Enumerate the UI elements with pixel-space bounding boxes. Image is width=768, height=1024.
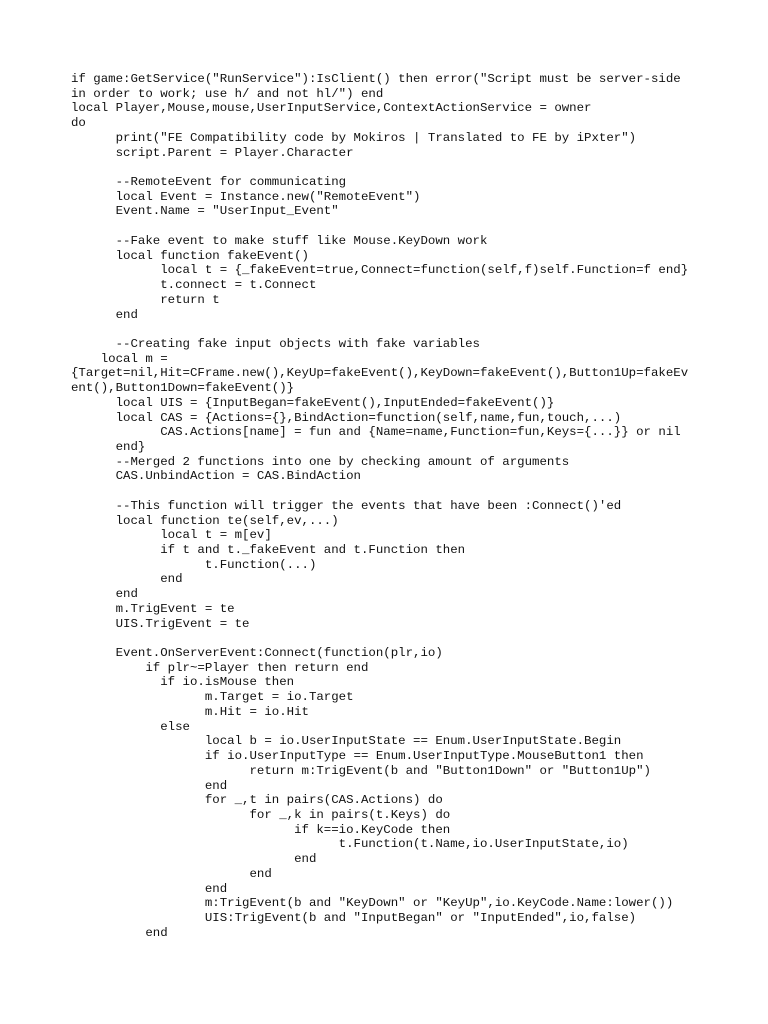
code-line — [71, 160, 711, 175]
code-line — [71, 322, 711, 337]
code-line: local t = {_fakeEvent=true,Connect=function(self,f)self.Function=f end} — [71, 263, 689, 278]
code-line: CAS.Actions[name] = fun and {Name=name,Function=fun,Keys={...}} or nil — [71, 425, 681, 440]
code-line: if game:GetService("RunService"):IsClient() then error("Script must be server-side — [71, 72, 681, 86]
code-line: local Player,Mouse,mouse,UserInputService,ContextActionService = owner — [71, 101, 592, 116]
code-line: --Fake event to make stuff like Mouse.KeyDown work — [71, 233, 488, 248]
code-line: if t and t._fakeEvent and t.Function then — [71, 543, 466, 557]
code-line: Event.OnServerEvent:Connect(function(plr,io) — [71, 646, 443, 661]
code-line: local function fakeEvent() — [71, 248, 309, 263]
code-line: if k==io.KeyCode then — [71, 822, 451, 837]
code-line: --RemoteEvent for communicating — [71, 175, 347, 190]
code-line: end} — [71, 439, 146, 454]
code-line: Event.Name = "UserInput_Event" — [71, 204, 339, 219]
code-line — [71, 484, 711, 499]
code-line: do — [71, 116, 86, 131]
code-line: CAS.UnbindAction = CAS.BindAction — [71, 469, 361, 484]
code-line: t.Function(t.Name,io.UserInputState,io) — [71, 837, 629, 852]
code-line: UIS.TrigEvent = te — [71, 616, 250, 631]
code-line: script.Parent = Player.Character — [71, 145, 354, 160]
code-line: end — [71, 778, 228, 793]
code-listing — [71, 72, 711, 940]
code-line: m.Hit = io.Hit — [71, 704, 309, 719]
code-line: UIS:TrigEvent(b and "InputBegan" or "InputEnded",io,false) — [71, 910, 637, 925]
code-line — [71, 631, 711, 646]
code-line: for _,k in pairs(t.Keys) do — [71, 807, 451, 822]
code-line: local Event = Instance.new("RemoteEvent") — [71, 189, 421, 204]
code-line — [71, 219, 711, 234]
code-line: local t = m[ev] — [71, 528, 272, 543]
code-line: --This function will trigger the events that have been :Connect()'ed — [71, 498, 622, 513]
code-line: in order to work; use h/ and not hl/") end — [71, 86, 384, 101]
code-line: m.Target = io.Target — [71, 690, 354, 705]
code-line: {Target=nil,Hit=CFrame.new(),KeyUp=fakeEvent(),KeyDown=fakeEvent(),Button1Up=fakeEv — [71, 366, 689, 381]
code-line: end — [71, 307, 138, 322]
code-line: local b = io.UserInputState == Enum.UserInputState.Begin — [71, 734, 622, 749]
code-line: end — [71, 587, 138, 602]
code-line: t.connect = t.Connect — [71, 278, 317, 293]
code-line: if io.isMouse then — [71, 675, 295, 690]
code-line: return m:TrigEvent(b and "Button1Down" or "Button1Up") — [71, 763, 651, 778]
code-line: local CAS = {Actions={},BindAction=function(self,name,fun,touch,...) — [71, 410, 622, 425]
code-line: local UIS = {InputBegan=fakeEvent(),InputEnded=fakeEvent()} — [71, 395, 555, 410]
code-line: if plr~=Player then return end — [71, 660, 369, 675]
code-line: m:TrigEvent(b and "KeyDown" or "KeyUp",io.KeyCode.Name:lower()) — [71, 896, 674, 911]
code-line: local function te(self,ev,...) — [71, 513, 339, 528]
code-line: else — [71, 719, 190, 734]
code-line: if io.UserInputType == Enum.UserInputType.MouseButton1 then — [71, 749, 644, 764]
code-line: end — [71, 881, 228, 896]
code-line: for _,t in pairs(CAS.Actions) do — [71, 793, 443, 808]
code-line: end — [71, 572, 183, 587]
code-line: --Creating fake input objects with fake variables — [71, 336, 480, 351]
code-line: m.TrigEvent = te — [71, 601, 235, 616]
code-line: local m = — [71, 351, 168, 366]
code-line: ent(),Button1Down=fakeEvent()} — [71, 381, 295, 396]
code-line: t.Function(...) — [71, 557, 317, 572]
code-line: --Merged 2 functions into one by checking amount of arguments — [71, 454, 570, 469]
code-line: return t — [71, 292, 220, 307]
code-line: end — [71, 925, 168, 940]
code-line: end — [71, 852, 317, 867]
code-line: end — [71, 866, 272, 881]
code-line: print("FE Compatibility code by Mokiros | Translated to FE by iPxter") — [71, 130, 637, 145]
